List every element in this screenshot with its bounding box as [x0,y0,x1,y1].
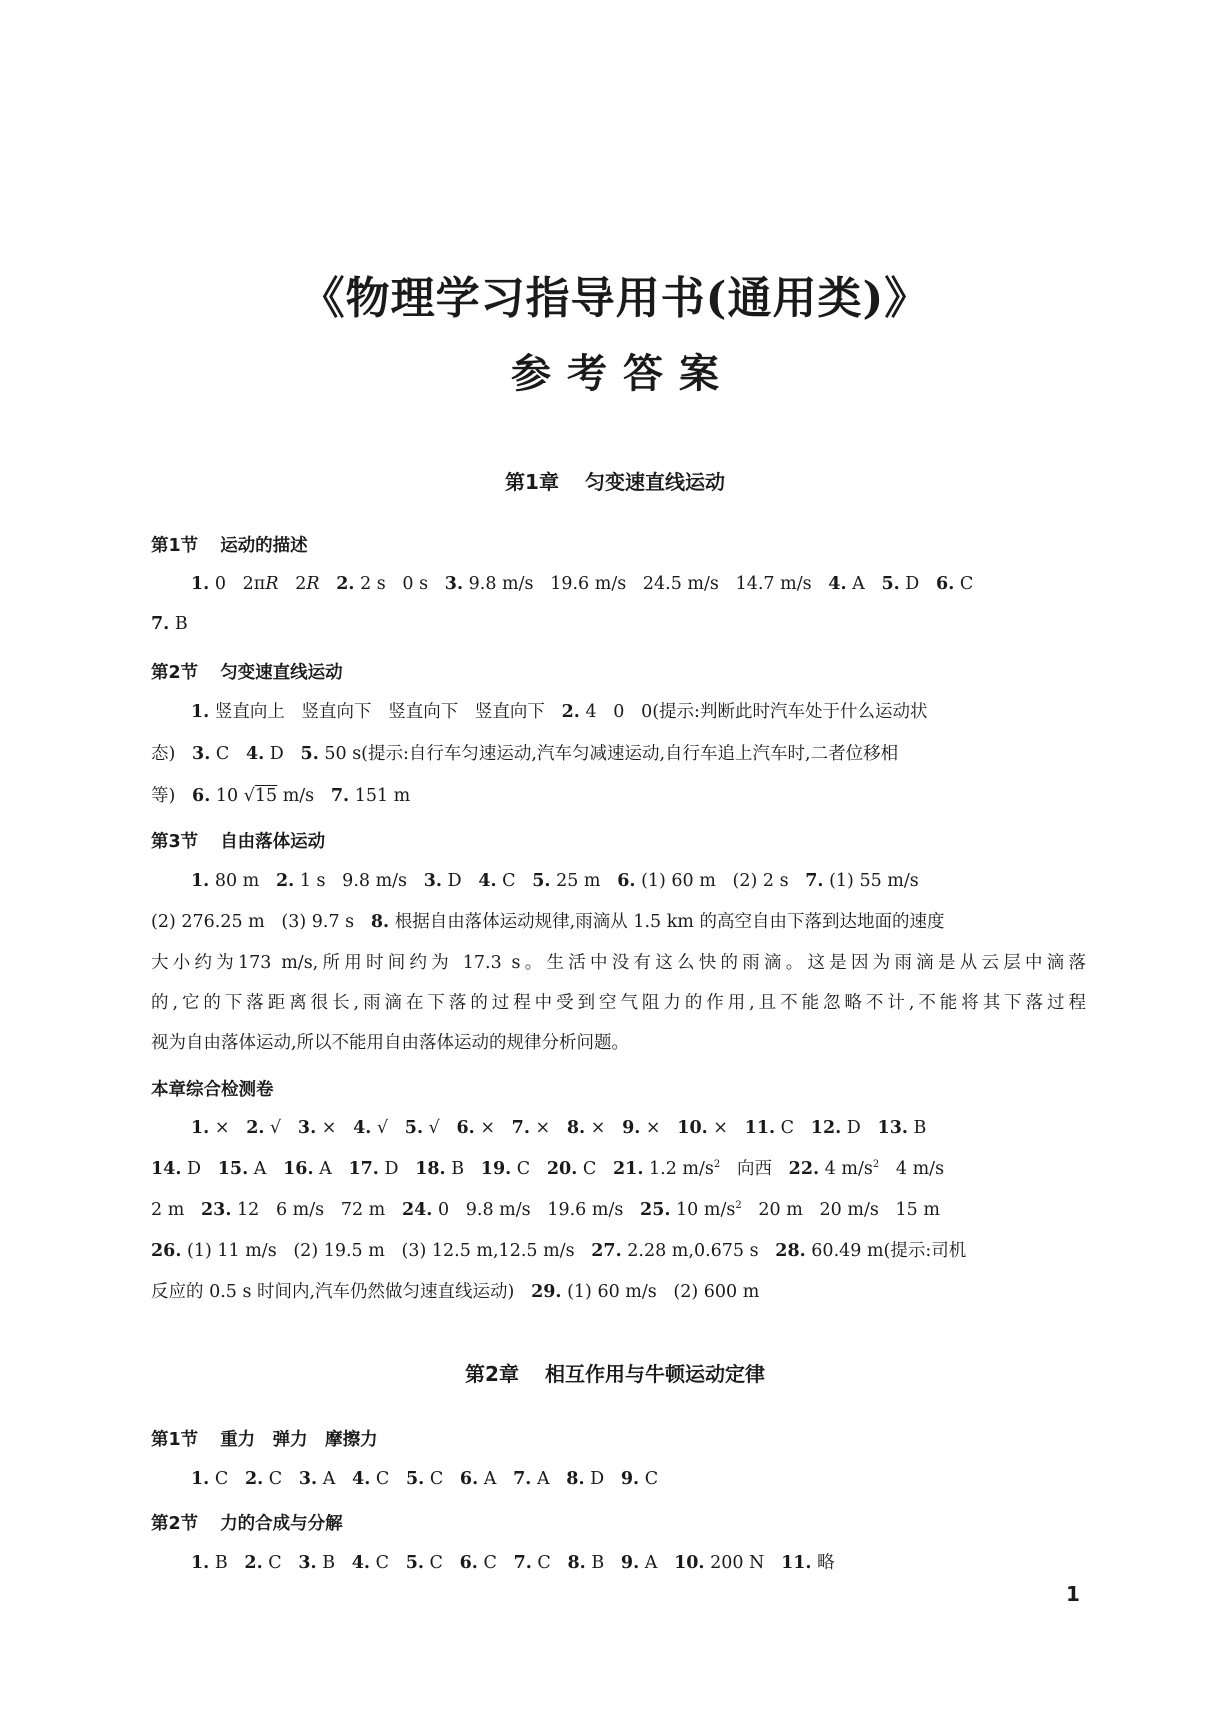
section-heading [151,1426,378,1451]
section-name: 自由落体运动 [220,832,326,852]
answer-line: 等) 6. 10 √15 m/s 7. 151 m [151,786,411,806]
answer-line: 视为自由落体运动,所以不能用自由落体运动的规律分析问题。 [151,1033,630,1053]
chapter-2-heading [0,1358,1230,1387]
answer-line: 1. B 2. C 3. B 4. C 5. C 6. C 7. C 8. B 9. A 10. 200 N 11. 略 [191,1553,835,1573]
section-number: 第1节 [151,1430,199,1450]
section-name: 力的合成与分解 [220,1514,343,1534]
section-heading [151,1510,343,1535]
answer-line: 1. C 2. C 3. A 4. C 5. C 6. A 7. A 8. D 9. C [191,1469,659,1489]
section-number: 第1节 [151,536,199,556]
section-heading [151,828,325,853]
document-subtitle: 参考答案 [511,350,735,397]
section-number: 第2节 [151,1514,199,1534]
section-heading [151,659,343,684]
answer-line: 1. 竖直向上 竖直向下 竖直向下 竖直向下 2. 4 0 0(提示:判断此时汽车处于什么运动状 [191,702,928,722]
section-number: 第2节 [151,663,199,683]
review-heading: 本章综合检测卷 [151,1080,274,1100]
chapter-1-number: 第1章 [505,470,559,494]
answer-line: 26. (1) 11 m/s (2) 19.5 m (3) 12.5 m,12.5 m/s 27. 2.28 m,0.675 s 28. 60.49 m(提示:司机 [151,1241,967,1261]
answer-line: 大小约为173 m/s,所用时间约为 17.3 s。生活中没有这么快的雨滴。这是因为雨滴是从云层中滴落 [151,953,1086,973]
answer-line: (2) 276.25 m (3) 9.7 s 8. 根据自由落体运动规律,雨滴从 1.5 km 的高空自由下落到达地面的速度 [151,912,945,932]
page-number: 1 [1066,1582,1080,1606]
section-name: 运动的描述 [220,536,308,556]
section-heading [151,532,308,557]
answer-line: 14. D 15. A 16. A 17. D 18. B 19. C 20. C 21. 1.2 $m/s^2$ 向西 22. 4 $m/s^2$ 4 m/s [151,1159,945,1179]
section-name: 匀变速直线运动 [220,663,343,683]
answer-line: 1. 0 2πR 2R 2. 2 s 0 s 3. 9.8 m/s 19.6 m/s 24.5 m/s 14.7 m/s 4. A 5. D 6. C [191,574,974,594]
answer-line: 态) 3. C 4. D 5. 50 s(提示:自行车匀速运动,汽车匀减速运动,自行车追上汽车时,二者位移相 [151,744,899,764]
section-number: 第3节 [151,832,199,852]
answer-line: 反应的 0.5 s 时间内,汽车仍然做匀速直线运动) 29. (1) 60 m/s (2) 600 m [151,1282,760,1302]
answer-line: 1. × 2. √ 3. × 4. √ 5. √ 6. × 7. × 8. × 9. × 10. × 11. C 12. D 13. B [191,1118,927,1138]
answer-line: 7. B [151,614,188,634]
section-name: 重力 弹力 摩擦力 [220,1430,378,1450]
answer-line: 1. 80 m 2. 1 s 9.8 m/s 3. D 4. C 5. 25 m 6. (1) 60 m (2) 2 s 7. (1) 55 m/s [191,871,919,891]
chapter-1-heading [0,466,1230,495]
chapter-2-number: 第2章 [465,1362,519,1386]
chapter-2-name: 相互作用与牛顿运动定律 [544,1362,765,1386]
answer-line: 的,它的下落距离很长,雨滴在下落的过程中受到空气阻力的作用,且不能忽略不计,不能将其下落过程 [151,993,1086,1013]
chapter-1-name: 匀变速直线运动 [584,470,725,494]
answer-line: 2 m 23. 12 6 m/s 72 m 24. 0 9.8 m/s 19.6 m/s 25. 10 $m/s^2$ 20 m 20 m/s 15 m [151,1200,940,1220]
document-title: 《物理学习指导用书(通用类)》 [300,273,930,324]
